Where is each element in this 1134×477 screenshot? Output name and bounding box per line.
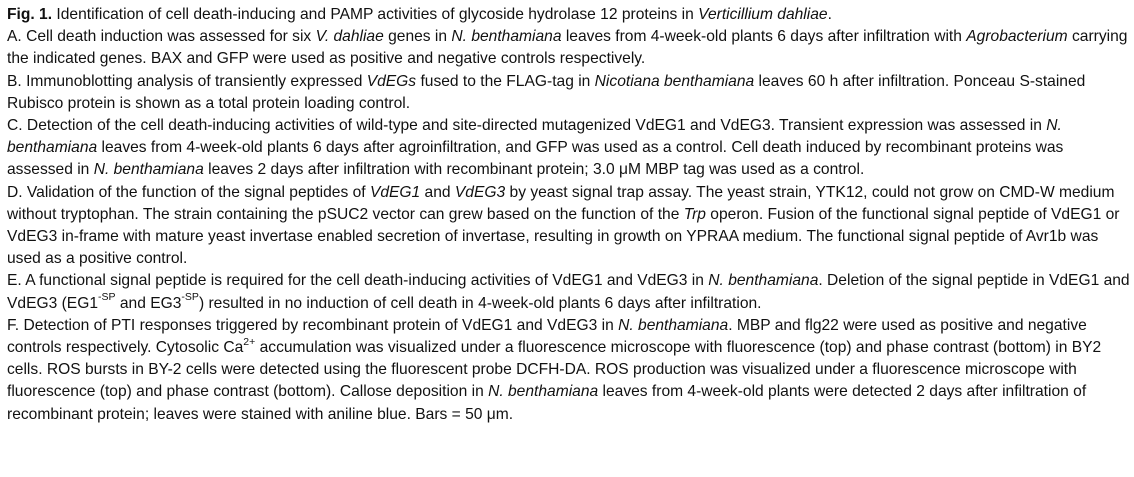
panel-e-description [7,270,1131,314]
panel-e-text-2: . Deletion of the signal peptide in VdEG1 and VdEG3 (EG1 [7,272,1130,312]
panel-b-text-2: fused to the FLAG-tag in [416,72,595,90]
panel-f-italic-1: N. benthamiana [618,316,729,334]
panel-a-italic-1: V. dahliae [315,28,384,46]
panel-a-text-2: genes in [383,28,452,46]
panel-f-italic-2: N. benthamiana [488,383,599,401]
panel-e-text-3: and EG3 [115,294,182,312]
panel-c-italic-1: N. benthamiana [7,117,1062,157]
panel-f-text-2: . MBP and flg22 were used as positive and negative controls respectively. Cytosolic Ca [7,316,1087,357]
caption-title-text: Identification of cell death-inducing and PAMP activities of glycoside hydrolase 12 proteins in [52,6,699,23]
panel-b-description [7,71,1131,115]
panel-c-text-3: leaves 2 days after infiltration with recombinant protein; 3.0 μM MBP tag was used as a control. [203,161,865,179]
panel-d-italic-1: VdEG1 [369,183,421,201]
panel-d-text-2: and [420,183,455,201]
panel-f-text-1: F. Detection of PTI responses triggered by recombinant protein of VdEG1 and VdEG3 in [7,316,619,334]
panel-d-text-4: operon. Fusion of the functional signal peptide of VdEG1 or VdEG3 in-frame with mature yeast invertase enabled secretion of invertase, resulting in growth on YPRAA medium. The functional signal peptide of Avr1b was used as a positive control. [7,205,1120,268]
panel-b-italic-1: VdEGs [366,72,417,90]
panel-c-italic-2: N. benthamiana [93,161,204,179]
panel-a-italic-2: N. benthamiana [451,28,562,46]
panel-f-text-4: leaves from 4-week-old plants were detected 2 days after infiltration of recombinant protein; leaves were stained with aniline blue. Bars = 50 μm. [7,383,1087,423]
panel-f-description [7,315,1131,426]
panel-b-text-1: B. Immunoblotting analysis of transiently expressed [7,72,367,90]
caption-title-end: . [827,6,832,23]
panel-a-text-4: carrying the indicated genes. BAX and GFP were used as positive and negative controls respectively. [7,28,1128,68]
panel-a-text-3: leaves from 4-week-old plants 6 days after infiltration with [561,28,967,46]
panel-e-text-1: E. A functional signal peptide is required for the cell death-inducing activities of VdEG1 and VdEG3 in [7,272,709,290]
panel-a-text-1: A. Cell death induction was assessed for six [7,28,316,46]
panel-e-text-4: ) resulted in no induction of cell death in 4-week-old plants 6 days after infiltration. [198,294,762,312]
caption-title [7,4,1131,26]
panel-e-superscript-2: -SP [181,291,199,304]
panel-c-description [7,115,1131,182]
panel-a-description [7,26,1131,70]
caption-title-species: Verticillium dahliae [698,6,828,23]
panel-d-description [7,182,1131,271]
panel-a-italic-3: Agrobacterium [966,28,1068,46]
panel-e-superscript-1: -SP [98,291,116,304]
panel-c-text-1: C. Detection of the cell death-inducing activities of wild-type and site-directed mutagenized VdEG1 and VdEG3. Transient expression was assessed in [7,117,1047,135]
figure-caption [7,4,1131,426]
panel-b-italic-2: Nicotiana benthamiana [594,72,755,90]
panel-f-superscript-1: 2+ [243,335,256,348]
panel-c-text-2: leaves from 4-week-old plants 6 days after agroinfiltration, and GFP was used as a control. Cell death induced by recombinant proteins was assessed in [7,139,1064,179]
panel-d-italic-2: VdEG3 [454,183,506,201]
panel-d-text-3: by yeast signal trap assay. The yeast strain, YTK12, could not grow on CMD-W medium without tryptophan. The strain containing the pSUC2 vector can grew based on the function of the [7,183,1115,223]
figure-label: Fig. 1. [7,6,53,23]
panel-d-italic-3: Trp [683,205,706,223]
panel-e-italic-1: N. benthamiana [708,272,819,290]
panel-b-text-3: leaves 60 h after infiltration. Ponceau S-stained Rubisco protein is shown as a total protein loading control. [7,72,1086,112]
panel-f-text-3: accumulation was visualized under a fluorescence microscope with fluorescence (top) and phase contrast (bottom) in BY2 cells. ROS bursts in BY-2 cells were detected using the fluorescent probe DCFH-DA. ROS production was visualized under a fluorescence microscope with fluorescence (top) and phase contrast (bottom). Callose deposition in [7,339,1102,401]
panel-d-text-1: D. Validation of the function of the signal peptides of [7,183,370,201]
